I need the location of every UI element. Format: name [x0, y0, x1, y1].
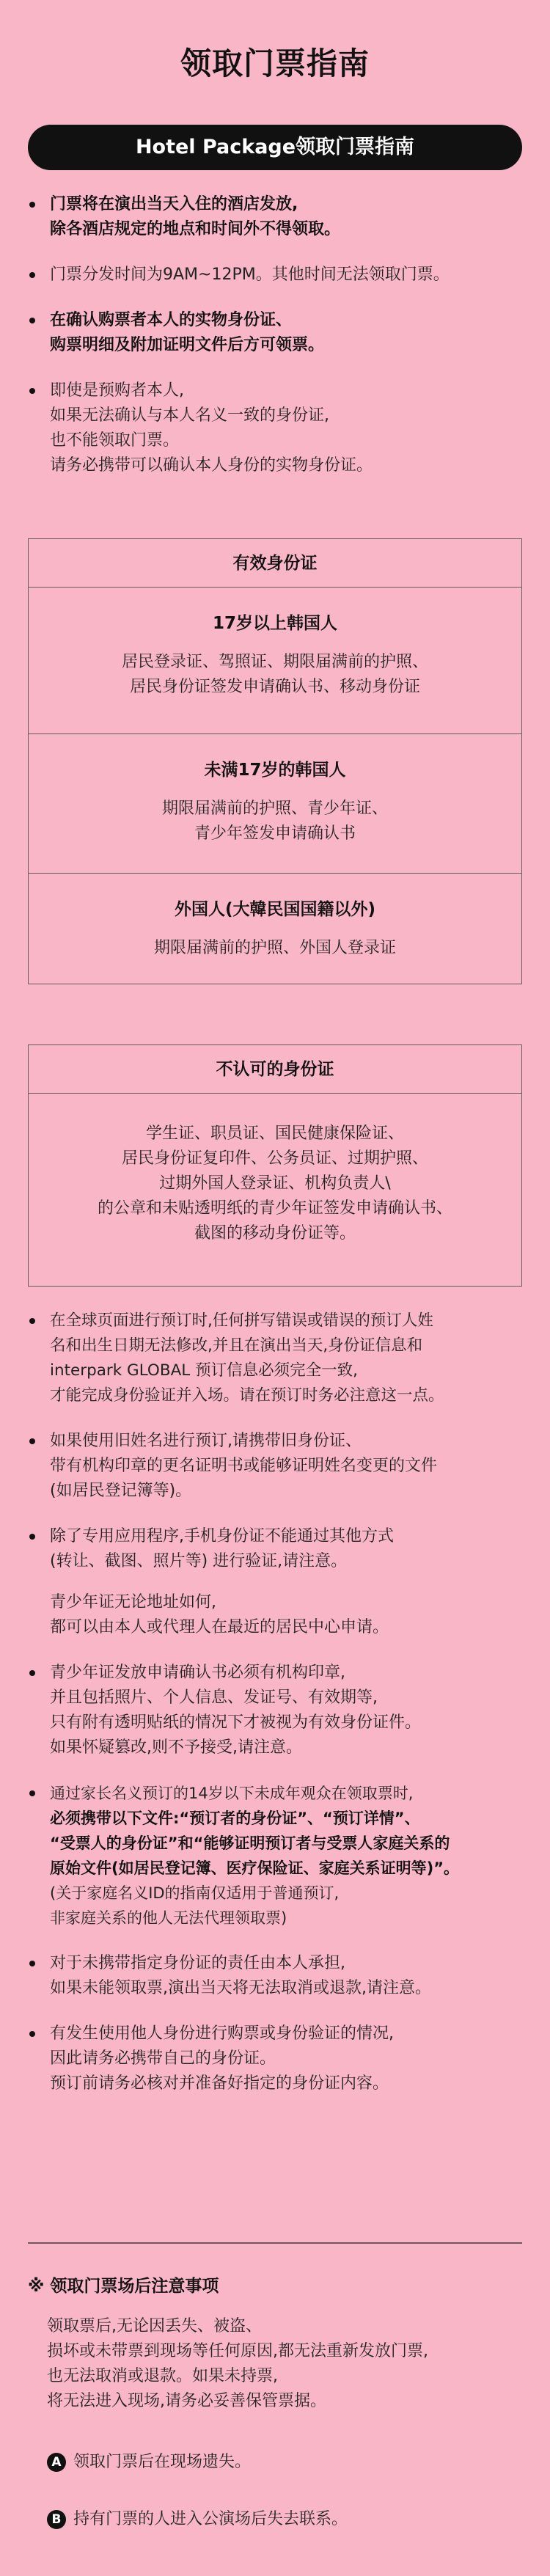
bullet-line: (如居民登记簿等)。 — [50, 1482, 192, 1500]
bullet-line: 请务必携带可以确认本人身份的实物身份证。 — [50, 456, 373, 475]
bullet-item — [28, 2021, 527, 2096]
bullet-item — [28, 378, 527, 478]
bottom-bullet-list — [28, 1309, 527, 2096]
notice-line: 领取票后,无论因丢失、被盗、 — [47, 2317, 262, 2335]
circled-letter-b-icon: B — [47, 2510, 66, 2529]
invalid-id-section — [29, 1094, 521, 1286]
notice-item-a — [47, 2450, 251, 2475]
bullet-line: 如果使用旧姓名进行预订,请携带旧身份证、 — [50, 1432, 362, 1450]
notice-section — [28, 2272, 527, 2414]
bullet-line: 在全球页面进行预订时,任何拼写错误或错误的预订人姓 — [50, 1311, 433, 1330]
bullet-line: 青少年证无论地址如何, — [50, 1593, 216, 1611]
notice-title: ※ 领取门票场后注意事项 — [28, 2277, 219, 2296]
bullet-line: 除了专用应用程序,手机身份证不能通过其他方式 — [50, 1527, 394, 1545]
bullet-item — [28, 1951, 527, 2001]
bullet-item — [28, 1429, 527, 1504]
bullet-item — [28, 263, 527, 288]
bullet-line: 对于未携带指定身份证的责任由本人承担, — [50, 1954, 345, 1972]
page-title: 领取门票指南 — [180, 45, 370, 81]
bullet-line: 如果怀疑篡改,则不予接受,请注意。 — [50, 1738, 302, 1757]
valid-id-section — [29, 734, 521, 874]
bullet-line: 在确认购票者本人的实物身份证、 — [50, 311, 293, 329]
bullet-line: 带有机构印章的更名证明书或能够证明姓名变更的文件 — [50, 1457, 438, 1475]
bullet-line: 如果未能领取票,演出当天将无法取消或退款,请注意。 — [50, 1979, 431, 1997]
valid-id-box — [28, 538, 522, 984]
bullet-line: 即使是预购者本人, — [50, 381, 184, 400]
invalid-id-line: 截图的移动身份证等。 — [194, 1224, 356, 1243]
valid-id-section-title: 17岁以上韩国人 — [212, 614, 337, 633]
bullet-line: 除各酒店规定的地点和时间外不得领取。 — [50, 220, 341, 238]
notice-line: 损坏或未带票到现场等任何原因,都无法重新发放门票, — [47, 2342, 428, 2360]
valid-id-line: 期限届满前的护照、青少年证、 — [161, 799, 388, 818]
bullet-line: 原始文件(如居民登记簿、医疗保险证、家庭关系证明等)”。 — [50, 1859, 459, 1877]
invalid-id-box — [28, 1044, 522, 1287]
invalid-id-line: 过期外国人登录证、机构负责人\ — [159, 1174, 391, 1193]
bullet-item — [28, 1309, 527, 1408]
bullet-line: 如果无法确认与本人名义一致的身份证, — [50, 406, 329, 425]
bullet-item — [28, 308, 527, 358]
bullet-line: 门票分发时间为9AM~12PM。其他时间无法领取门票。 — [50, 266, 450, 284]
bullet-line: 有发生使用他人身份进行购票或身份验证的情况, — [50, 2024, 394, 2043]
bullet-line: interpark GLOBAL 预订信息必须完全一致, — [50, 1361, 358, 1380]
notice-item-b — [47, 2507, 348, 2532]
bullet-item — [28, 1781, 527, 1931]
invalid-id-line: 学生证、职员证、国民健康保险证、 — [145, 1124, 404, 1143]
valid-id-line: 期限届满前的护照、外国人登录证 — [153, 939, 396, 957]
invalid-id-line: 的公章和未贴透明纸的青少年证签发申请确认书、 — [97, 1199, 452, 1218]
valid-id-section-title: 外国人(大韓民国国籍以外) — [174, 900, 376, 919]
bullet-line: 必须携带以下文件:“预订者的身份证”、“预订详情”、 — [50, 1810, 420, 1827]
bullet-line: 青少年证发放申请确认书必须有机构印章, — [50, 1664, 345, 1682]
valid-id-line: 青少年签发申请确认书 — [194, 824, 356, 843]
bullet-item — [28, 1524, 527, 1640]
valid-id-line: 居民身份证签发申请确认书、移动身份证 — [129, 678, 420, 696]
notice-line: 也无法取消或退款。如果未持票, — [47, 2367, 278, 2385]
bullet-line: 只有附有透明贴纸的情况下才被视为有效身份证件。 — [50, 1713, 422, 1732]
bullet-line: 名和出生日期无法修改,并且在演出当天,身份证信息和 — [50, 1336, 423, 1355]
bullet-item — [28, 192, 527, 242]
bullet-line: (关于家庭名义ID的指南仅适用于普通预订, — [50, 1884, 340, 1902]
bullet-line: 门票将在演出当天入住的酒店发放, — [50, 195, 298, 213]
top-bullet-list — [28, 192, 527, 478]
notice-item-text: 持有门票的人进入公演场后失去联系。 — [73, 2510, 348, 2528]
bullet-line: 预订前请务必核对并准备好指定的身份证内容。 — [50, 2074, 389, 2093]
bullet-line: “受票人的身份证”和“能够证明预订者与受票人家庭关系的 — [50, 1834, 450, 1852]
bullet-line: 才能完成身份验证并入场。请在预订时务必注意这一点。 — [50, 1386, 444, 1405]
bullet-line: 并且包括照片、个人信息、发证号、有效期等, — [50, 1688, 378, 1707]
valid-id-line: 居民登录证、驾照证、期限届满前的护照、 — [121, 653, 428, 671]
valid-id-section — [29, 588, 521, 734]
valid-id-header: 有效身份证 — [29, 539, 521, 588]
notice-item-text: 领取门票后在现场遗失。 — [73, 2453, 252, 2471]
bullet-item — [28, 1661, 527, 1760]
bullet-line: 购票明细及附加证明文件后方可领票。 — [50, 336, 325, 354]
invalid-id-line: 居民身份证复印件、公务员证、过期护照、 — [121, 1149, 428, 1168]
notice-line: 将无法进入现场,请务必妥善保管票据。 — [47, 2392, 326, 2410]
divider — [28, 2242, 522, 2244]
valid-id-section-title: 未满17岁的韩国人 — [204, 761, 346, 780]
bullet-line: 通过家长名义预订的14岁以下未成年观众在领取票时, — [50, 1785, 414, 1802]
bullet-line: 也不能领取门票。 — [50, 431, 180, 450]
bullet-line: (转让、截图、照片等) 进行验证,请注意。 — [50, 1552, 348, 1570]
valid-id-section — [29, 874, 521, 984]
bullet-line: 因此请务必携带自己的身份证。 — [50, 2049, 276, 2068]
invalid-id-header: 不认可的身份证 — [29, 1045, 521, 1094]
circled-letter-a-icon: A — [47, 2453, 66, 2472]
bullet-line: 非家庭关系的他人无法代理领取票) — [50, 1909, 287, 1927]
bullet-line: 都可以由本人或代理人在最近的居民中心申请。 — [50, 1618, 389, 1636]
guide-banner: Hotel Package领取门票指南 — [28, 125, 522, 170]
